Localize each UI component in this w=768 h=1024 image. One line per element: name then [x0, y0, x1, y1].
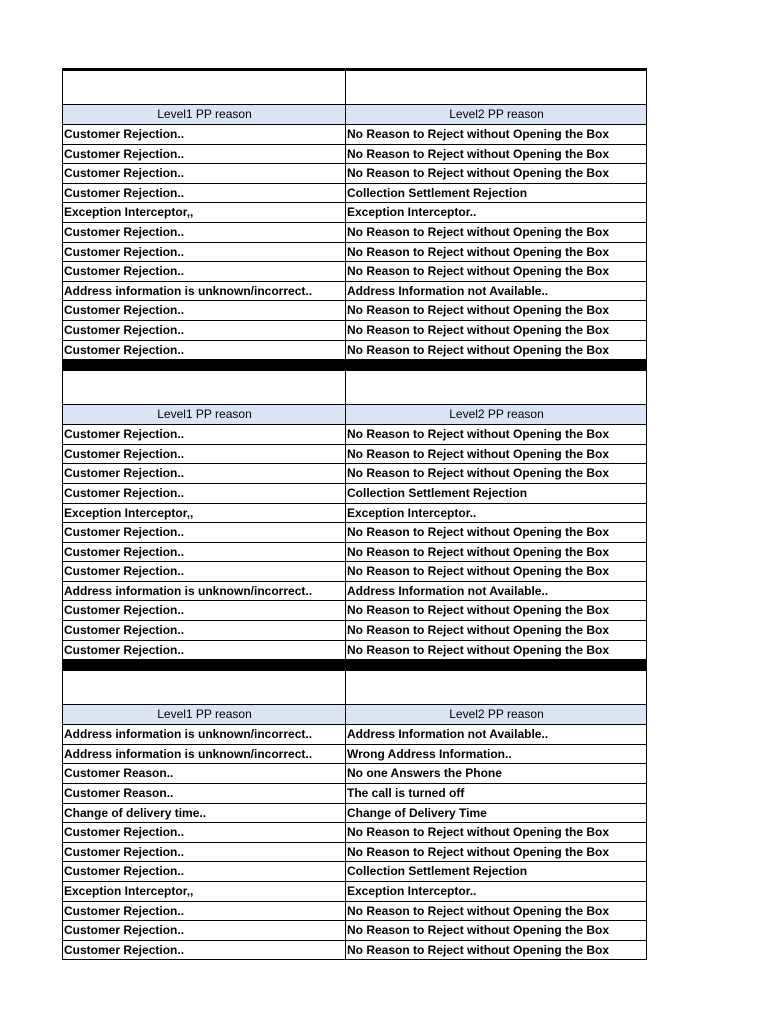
level2-cell[interactable]: Collection Settlement Rejection: [347, 864, 528, 879]
level2-cell[interactable]: No Reason to Reject without Opening the Box: [347, 244, 610, 259]
empty-row: [63, 71, 646, 105]
table-row: [63, 745, 646, 765]
level2-cell[interactable]: No Reason to Reject without Opening the Box: [347, 127, 610, 141]
empty-row: [63, 371, 646, 405]
level1-cell[interactable]: Customer Rejection..: [63, 125, 346, 144]
table-row: [63, 301, 646, 321]
table-row: [63, 125, 646, 145]
level1-cell[interactable]: Customer Rejection..: [63, 484, 346, 503]
level2-cell[interactable]: No Reason to Reject without Opening the Box: [347, 224, 610, 239]
level2-cell[interactable]: No Reason to Reject without Opening the Box: [347, 146, 610, 161]
table-row: [63, 543, 646, 563]
table-row: [63, 764, 646, 784]
block-separator: [62, 660, 647, 671]
table-row: [63, 862, 646, 882]
table-row: [63, 843, 646, 863]
level1-cell[interactable]: Customer Rejection..: [63, 262, 346, 281]
table-row: [63, 562, 646, 582]
table-row: [63, 621, 646, 641]
level2-cell[interactable]: No Reason to Reject without Opening the Box: [347, 603, 610, 618]
table-row: [63, 823, 646, 843]
level2-cell[interactable]: No Reason to Reject without Opening the Box: [347, 264, 610, 279]
level1-cell[interactable]: Customer Rejection..: [63, 464, 346, 483]
table-row: [63, 184, 646, 204]
level2-cell[interactable]: No Reason to Reject without Opening the Box: [347, 942, 610, 957]
table-row: [63, 282, 646, 302]
level1-cell[interactable]: Customer Rejection..: [63, 601, 346, 620]
level2-cell[interactable]: No Reason to Reject without Opening the Box: [347, 322, 610, 337]
level1-cell[interactable]: Customer Rejection..: [63, 523, 346, 542]
level2-cell[interactable]: No Reason to Reject without Opening the Box: [347, 466, 610, 481]
level2-cell[interactable]: Address Information not Available..: [347, 583, 549, 598]
block-separator: [62, 360, 647, 371]
level2-cell[interactable]: No Reason to Reject without Opening the Box: [347, 446, 610, 461]
table-row: [63, 784, 646, 804]
level1-cell[interactable]: Customer Rejection..: [63, 164, 346, 183]
level1-cell[interactable]: Change of delivery time..: [63, 804, 346, 823]
table-row: [63, 582, 646, 602]
level2-cell[interactable]: No Reason to Reject without Opening the Box: [347, 923, 610, 938]
level1-cell[interactable]: Customer Rejection..: [63, 425, 346, 444]
level1-cell[interactable]: Customer Rejection..: [63, 301, 346, 320]
table-row: [63, 882, 646, 902]
table-block-1: [62, 68, 647, 360]
table-row: [63, 941, 646, 961]
level1-cell[interactable]: Customer Rejection..: [63, 145, 346, 164]
level2-header[interactable]: Level2 PP reason: [449, 707, 544, 722]
table-row: [63, 445, 646, 465]
level2-cell[interactable]: No one Answers the Phone: [347, 766, 502, 781]
level1-cell[interactable]: Customer Rejection..: [63, 621, 346, 640]
level1-cell[interactable]: Customer Rejection..: [63, 641, 346, 660]
table-row: [63, 321, 646, 341]
table-row: [63, 504, 646, 524]
table-row: [63, 145, 646, 165]
level2-header[interactable]: Level2 PP reason: [449, 107, 544, 121]
empty-cell[interactable]: [346, 671, 646, 704]
level1-header[interactable]: Level1 PP reason: [63, 405, 346, 424]
level2-cell[interactable]: No Reason to Reject without Opening the Box: [347, 427, 610, 442]
level2-cell[interactable]: No Reason to Reject without Opening the Box: [347, 903, 610, 918]
level1-cell[interactable]: Customer Rejection..: [63, 823, 346, 842]
table-row: [63, 921, 646, 941]
level1-header[interactable]: Level1 PP reason: [63, 705, 346, 724]
level1-cell[interactable]: Customer Rejection..: [63, 562, 346, 581]
level2-cell[interactable]: No Reason to Reject without Opening the Box: [347, 342, 610, 357]
level2-cell[interactable]: Wrong Address Information..: [347, 746, 512, 761]
level2-cell[interactable]: No Reason to Reject without Opening the Box: [347, 564, 610, 579]
empty-cell[interactable]: [63, 671, 346, 704]
level1-cell[interactable]: Address information is unknown/incorrect..: [63, 582, 346, 601]
level2-cell[interactable]: No Reason to Reject without Opening the Box: [347, 844, 610, 859]
level1-cell[interactable]: Customer Rejection..: [63, 862, 346, 881]
level1-cell[interactable]: Customer Reason..: [63, 764, 346, 783]
table-block-3: [62, 671, 647, 960]
level1-cell[interactable]: Exception Interceptor,,: [63, 203, 346, 222]
table-row: [63, 725, 646, 745]
table-row: [63, 601, 646, 621]
level2-header[interactable]: Level2 PP reason: [449, 407, 544, 422]
empty-cell[interactable]: [346, 71, 646, 104]
table-block-2: [62, 371, 647, 660]
empty-row: [63, 671, 646, 705]
level2-cell[interactable]: Address Information not Available..: [347, 727, 549, 742]
level2-cell[interactable]: Exception Interceptor..: [347, 505, 477, 520]
table-row: [63, 243, 646, 263]
level1-cell[interactable]: Customer Rejection..: [63, 341, 346, 360]
table-row: [63, 804, 646, 824]
empty-cell[interactable]: [346, 371, 646, 404]
level1-cell[interactable]: Customer Rejection..: [63, 321, 346, 340]
level1-cell[interactable]: Customer Rejection..: [63, 243, 346, 262]
empty-cell[interactable]: [63, 371, 346, 404]
table-row: [63, 523, 646, 543]
level1-cell[interactable]: Exception Interceptor,,: [63, 882, 346, 901]
header-row: [63, 705, 646, 725]
level2-cell[interactable]: No Reason to Reject without Opening the Box: [347, 544, 610, 559]
level1-header[interactable]: Level1 PP reason: [63, 105, 346, 124]
level1-cell[interactable]: Address information is unknown/incorrect..: [63, 745, 346, 764]
level2-cell[interactable]: Exception Interceptor..: [347, 205, 477, 220]
level2-cell[interactable]: Collection Settlement Rejection: [347, 485, 528, 500]
level1-cell[interactable]: Address information is unknown/incorrect..: [63, 725, 346, 744]
level1-cell[interactable]: Customer Rejection..: [63, 921, 346, 940]
level1-cell[interactable]: Customer Rejection..: [63, 843, 346, 862]
table-row: [63, 203, 646, 223]
table-row: [63, 902, 646, 922]
level2-cell[interactable]: No Reason to Reject without Opening the Box: [347, 642, 610, 657]
level2-cell[interactable]: No Reason to Reject without Opening the Box: [347, 825, 610, 840]
level2-cell[interactable]: Change of Delivery Time: [347, 805, 487, 820]
level2-cell[interactable]: Address Information not Available..: [347, 283, 549, 298]
level2-cell[interactable]: Collection Settlement Rejection: [347, 185, 528, 200]
table-row: [63, 341, 646, 361]
table-row: [63, 464, 646, 484]
level1-cell[interactable]: Address information is unknown/incorrect..: [63, 282, 346, 301]
level1-cell[interactable]: Customer Rejection..: [63, 445, 346, 464]
table-row: [63, 641, 646, 661]
level2-cell[interactable]: Exception Interceptor..: [347, 884, 477, 898]
table-row: [63, 164, 646, 184]
level2-cell[interactable]: No Reason to Reject without Opening the Box: [347, 166, 610, 181]
table-row: [63, 425, 646, 445]
level1-cell[interactable]: Customer Rejection..: [63, 543, 346, 562]
level2-cell[interactable]: The call is turned off: [347, 786, 465, 801]
level2-cell[interactable]: No Reason to Reject without Opening the Box: [347, 525, 610, 540]
level1-cell[interactable]: Customer Reason..: [63, 784, 346, 803]
level1-cell[interactable]: Customer Rejection..: [63, 902, 346, 921]
header-row: [63, 105, 646, 125]
header-row: [63, 405, 646, 425]
table-row: [63, 223, 646, 243]
level1-cell[interactable]: Customer Rejection..: [63, 223, 346, 242]
empty-cell[interactable]: [63, 71, 346, 104]
level2-cell[interactable]: No Reason to Reject without Opening the Box: [347, 623, 610, 638]
level1-cell[interactable]: Customer Rejection..: [63, 184, 346, 203]
table-row: [63, 262, 646, 282]
spreadsheet: [62, 68, 647, 960]
level2-cell[interactable]: No Reason to Reject without Opening the Box: [347, 303, 610, 318]
level1-cell[interactable]: Exception Interceptor,,: [63, 504, 346, 523]
table-row: [63, 484, 646, 504]
level1-cell[interactable]: Customer Rejection..: [63, 941, 346, 960]
